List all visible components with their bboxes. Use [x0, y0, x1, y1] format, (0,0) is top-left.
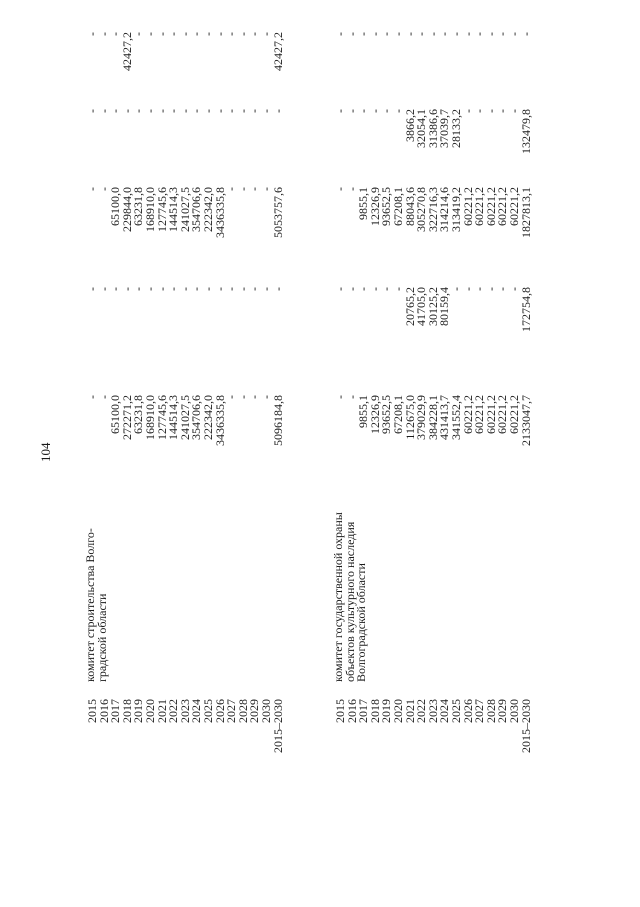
col2-cell: 30125,2: [425, 287, 440, 326]
col5-cell: -: [201, 32, 215, 36]
col1-cell: 60221,2: [507, 395, 521, 434]
col1-cell: 144514,3: [166, 395, 181, 440]
col3-cell: 12326,9: [367, 187, 382, 226]
year-cell: 2016: [96, 699, 111, 723]
col3-cell: -: [259, 187, 273, 191]
col2-cell: -: [143, 287, 157, 291]
agency-name: комитет государственной охраны объектов культурного наследия Волгоградской области: [331, 512, 369, 682]
col4-cell: -: [224, 109, 239, 113]
col1-cell: 127745,6: [154, 395, 169, 440]
col1-cell: 60221,2: [483, 395, 498, 434]
col1-cell: 12326,9: [367, 395, 382, 434]
col1-cell: 379029,9: [414, 395, 429, 440]
col3-cell: 67208,1: [391, 187, 405, 226]
col2-cell: 172754,8: [518, 287, 533, 332]
col2-cell: -: [108, 287, 123, 291]
col2-cell: -: [460, 287, 475, 291]
year-cell: 2022: [414, 699, 429, 723]
col5-cell: -: [189, 32, 204, 36]
col1-cell: 2133047,7: [518, 395, 533, 446]
year-cell: 2029: [247, 699, 262, 723]
year-cell: 2026: [212, 699, 227, 723]
col4-cell: -: [131, 109, 146, 113]
col4-cell: -: [177, 109, 192, 113]
col5-cell: -: [507, 32, 521, 36]
col5-cell: -: [212, 32, 227, 36]
col1-cell: 9855,1: [356, 395, 371, 428]
year-cell: 2023: [177, 699, 192, 723]
col4-cell: -: [143, 109, 157, 113]
col5-cell: -: [367, 32, 382, 36]
col3-cell: -: [247, 187, 262, 191]
year-cell: 2024: [437, 699, 452, 723]
year-cell: 2015–2030: [270, 699, 285, 753]
col2-cell: -: [391, 287, 405, 291]
col3-cell: 314214,6: [437, 187, 452, 232]
col2-cell: -: [119, 287, 134, 291]
col5-cell: -: [166, 32, 181, 36]
col2-cell: 80159,4: [437, 287, 452, 326]
col3-cell: 9855,1: [356, 187, 371, 220]
col3-cell: 60221,2: [495, 187, 510, 226]
col3-cell: 88043,6: [402, 187, 417, 226]
col2-cell: -: [235, 287, 250, 291]
col5-cell: -: [96, 32, 111, 36]
col5-cell: -: [460, 32, 475, 36]
col4-cell: 3866,2: [402, 109, 417, 142]
col4-cell: -: [507, 109, 521, 113]
col4-cell: -: [108, 109, 123, 113]
col2-cell: -: [96, 287, 111, 291]
col2-cell: -: [344, 287, 359, 291]
year-cell: 2019: [131, 699, 146, 723]
col4-cell: -: [483, 109, 498, 113]
col4-cell: -: [333, 109, 347, 113]
year-cell: 2022: [166, 699, 181, 723]
col3-cell: 60221,2: [472, 187, 487, 226]
col3-cell: 60221,2: [507, 187, 521, 226]
col5-cell: -: [344, 32, 359, 36]
col2-cell: -: [247, 287, 262, 291]
col4-cell: -: [119, 109, 134, 113]
col5-cell: -: [495, 32, 510, 36]
year-cell: 2030: [507, 699, 521, 723]
col5-cell: -: [449, 32, 463, 36]
col1-cell: 168910,0: [143, 395, 157, 440]
col4-cell: 132479,8: [518, 109, 533, 154]
year-cell: 2019: [379, 699, 394, 723]
year-cell: 2029: [495, 699, 510, 723]
year-cell: 2021: [154, 699, 169, 723]
col4-cell: -: [259, 109, 273, 113]
col2-cell: -: [270, 287, 285, 291]
col2-cell: -: [379, 287, 394, 291]
col5-cell: -: [247, 32, 262, 36]
col5-cell: -: [437, 32, 452, 36]
year-cell: 2020: [143, 699, 157, 723]
col1-cell: -: [96, 395, 111, 399]
col3-cell: 93652,5: [379, 187, 394, 226]
col3-cell: 65100,0: [108, 187, 123, 226]
col5-cell: -: [402, 32, 417, 36]
col2-cell: -: [472, 287, 487, 291]
year-cell: 2017: [108, 699, 123, 723]
year-cell: 2015: [85, 699, 99, 723]
col5-cell: -: [131, 32, 146, 36]
col1-cell: 63231,8: [131, 395, 146, 434]
col3-cell: 60221,2: [460, 187, 475, 226]
col3-cell: -: [333, 187, 347, 191]
col1-cell: 65100,0: [108, 395, 123, 434]
col1-cell: 241027,5: [177, 395, 192, 440]
col3-cell: 241027,5: [177, 187, 192, 232]
col4-cell: -: [235, 109, 250, 113]
year-cell: 2015–2030: [518, 699, 533, 753]
col1-cell: -: [259, 395, 273, 399]
col2-cell: -: [495, 287, 510, 291]
col3-cell: 229844,0: [119, 187, 134, 232]
col2-cell: -: [154, 287, 169, 291]
col1-cell: 431413,7: [437, 395, 452, 440]
year-cell: 2023: [425, 699, 440, 723]
col2-cell: -: [333, 287, 347, 291]
year-cell: 2030: [259, 699, 273, 723]
col1-cell: 3436335,8: [212, 395, 227, 446]
col5-cell: -: [85, 32, 99, 36]
year-cell: 2018: [367, 699, 382, 723]
col3-cell: 144514,3: [166, 187, 181, 232]
col3-cell: -: [235, 187, 250, 191]
col3-cell: 354706,6: [189, 187, 204, 232]
col4-cell: -: [85, 109, 99, 113]
col1-cell: 67208,1: [391, 395, 405, 434]
col1-cell: 112675,0: [402, 395, 417, 440]
col2-cell: -: [356, 287, 371, 291]
year-cell: 2027: [472, 699, 487, 723]
col4-cell: -: [154, 109, 169, 113]
col3-cell: 222342,0: [201, 187, 215, 232]
year-cell: 2017: [356, 699, 371, 723]
year-cell: 2020: [391, 699, 405, 723]
col4-cell: -: [379, 109, 394, 113]
col1-cell: 341552,4: [449, 395, 463, 440]
col2-cell: -: [259, 287, 273, 291]
col5-cell: -: [224, 32, 239, 36]
col5-cell: -: [143, 32, 157, 36]
col4-cell: -: [460, 109, 475, 113]
col1-cell: 93652,5: [379, 395, 394, 434]
page-number: 104: [38, 442, 53, 462]
col3-cell: 1827813,1: [518, 187, 533, 238]
col2-cell: -: [131, 287, 146, 291]
col1-cell: -: [344, 395, 359, 399]
col4-cell: -: [212, 109, 227, 113]
col2-cell: -: [449, 287, 463, 291]
col1-cell: 60221,2: [460, 395, 475, 434]
col2-cell: -: [224, 287, 239, 291]
col3-cell: 127745,6: [154, 187, 169, 232]
col1-cell: 60221,2: [472, 395, 487, 434]
col3-cell: -: [96, 187, 111, 191]
col1-cell: -: [247, 395, 262, 399]
year-cell: 2025: [449, 699, 463, 723]
col1-cell: 272271,2: [119, 395, 134, 440]
col1-cell: 60221,2: [495, 395, 510, 434]
col1-cell: -: [235, 395, 250, 399]
col1-cell: -: [85, 395, 99, 399]
col1-cell: 5096184,8: [270, 395, 285, 446]
col4-cell: -: [391, 109, 405, 113]
agency-name: комитет строительства Волго- градской области: [83, 528, 109, 682]
col1-cell: 354706,6: [189, 395, 204, 440]
col5-cell: -: [483, 32, 498, 36]
col5-cell: -: [259, 32, 273, 36]
col5-cell: -: [379, 32, 394, 36]
col2-cell: -: [85, 287, 99, 291]
col3-cell: -: [224, 187, 239, 191]
col3-cell: 3436335,8: [212, 187, 227, 238]
year-cell: 2025: [201, 699, 215, 723]
col5-cell: 42427,2: [270, 32, 285, 71]
col3-cell: -: [344, 187, 359, 191]
col3-cell: 313419,2: [449, 187, 463, 232]
col4-cell: -: [367, 109, 382, 113]
col4-cell: -: [201, 109, 215, 113]
col5-cell: -: [391, 32, 405, 36]
col1-cell: -: [333, 395, 347, 399]
col5-cell: -: [333, 32, 347, 36]
col4-cell: -: [344, 109, 359, 113]
col4-cell: -: [472, 109, 487, 113]
col5-cell: -: [472, 32, 487, 36]
col4-cell: -: [96, 109, 111, 113]
col4-cell: 37039,7: [437, 109, 452, 148]
col4-cell: 28133,2: [449, 109, 463, 148]
col1-cell: 384228,1: [425, 395, 440, 440]
year-cell: 2026: [460, 699, 475, 723]
year-cell: 2015: [333, 699, 347, 723]
col2-cell: -: [201, 287, 215, 291]
col2-cell: -: [189, 287, 204, 291]
col1-cell: -: [224, 395, 239, 399]
year-cell: 2018: [119, 699, 134, 723]
col5-cell: -: [518, 32, 533, 36]
col5-cell: -: [235, 32, 250, 36]
col5-cell: -: [425, 32, 440, 36]
col5-cell: -: [108, 32, 123, 36]
col4-cell: 32054,1: [414, 109, 429, 148]
year-cell: 2016: [344, 699, 359, 723]
col3-cell: 305270,8: [414, 187, 429, 232]
col2-cell: -: [367, 287, 382, 291]
col5-cell: -: [177, 32, 192, 36]
col2-cell: 41705,0: [414, 287, 429, 326]
col4-cell: -: [247, 109, 262, 113]
col4-cell: -: [166, 109, 181, 113]
col4-cell: -: [356, 109, 371, 113]
col3-cell: -: [85, 187, 99, 191]
col2-cell: -: [507, 287, 521, 291]
col2-cell: -: [483, 287, 498, 291]
col4-cell: -: [495, 109, 510, 113]
col5-cell: 42427,2: [119, 32, 134, 71]
col2-cell: -: [177, 287, 192, 291]
col5-cell: -: [356, 32, 371, 36]
year-cell: 2028: [483, 699, 498, 723]
year-cell: 2027: [224, 699, 239, 723]
col2-cell: -: [212, 287, 227, 291]
col3-cell: 5053757,6: [270, 187, 285, 238]
year-cell: 2021: [402, 699, 417, 723]
col5-cell: -: [154, 32, 169, 36]
year-cell: 2028: [235, 699, 250, 723]
col5-cell: -: [414, 32, 429, 36]
col4-cell: 31386,6: [425, 109, 440, 148]
year-cell: 2024: [189, 699, 204, 723]
col3-cell: 60221,2: [483, 187, 498, 226]
col2-cell: 20765,2: [402, 287, 417, 326]
col4-cell: -: [270, 109, 285, 113]
col4-cell: -: [189, 109, 204, 113]
col3-cell: 63231,8: [131, 187, 146, 226]
col2-cell: -: [166, 287, 181, 291]
col1-cell: 222342,0: [201, 395, 215, 440]
col3-cell: 322716,3: [425, 187, 440, 232]
col3-cell: 168910,0: [143, 187, 157, 232]
